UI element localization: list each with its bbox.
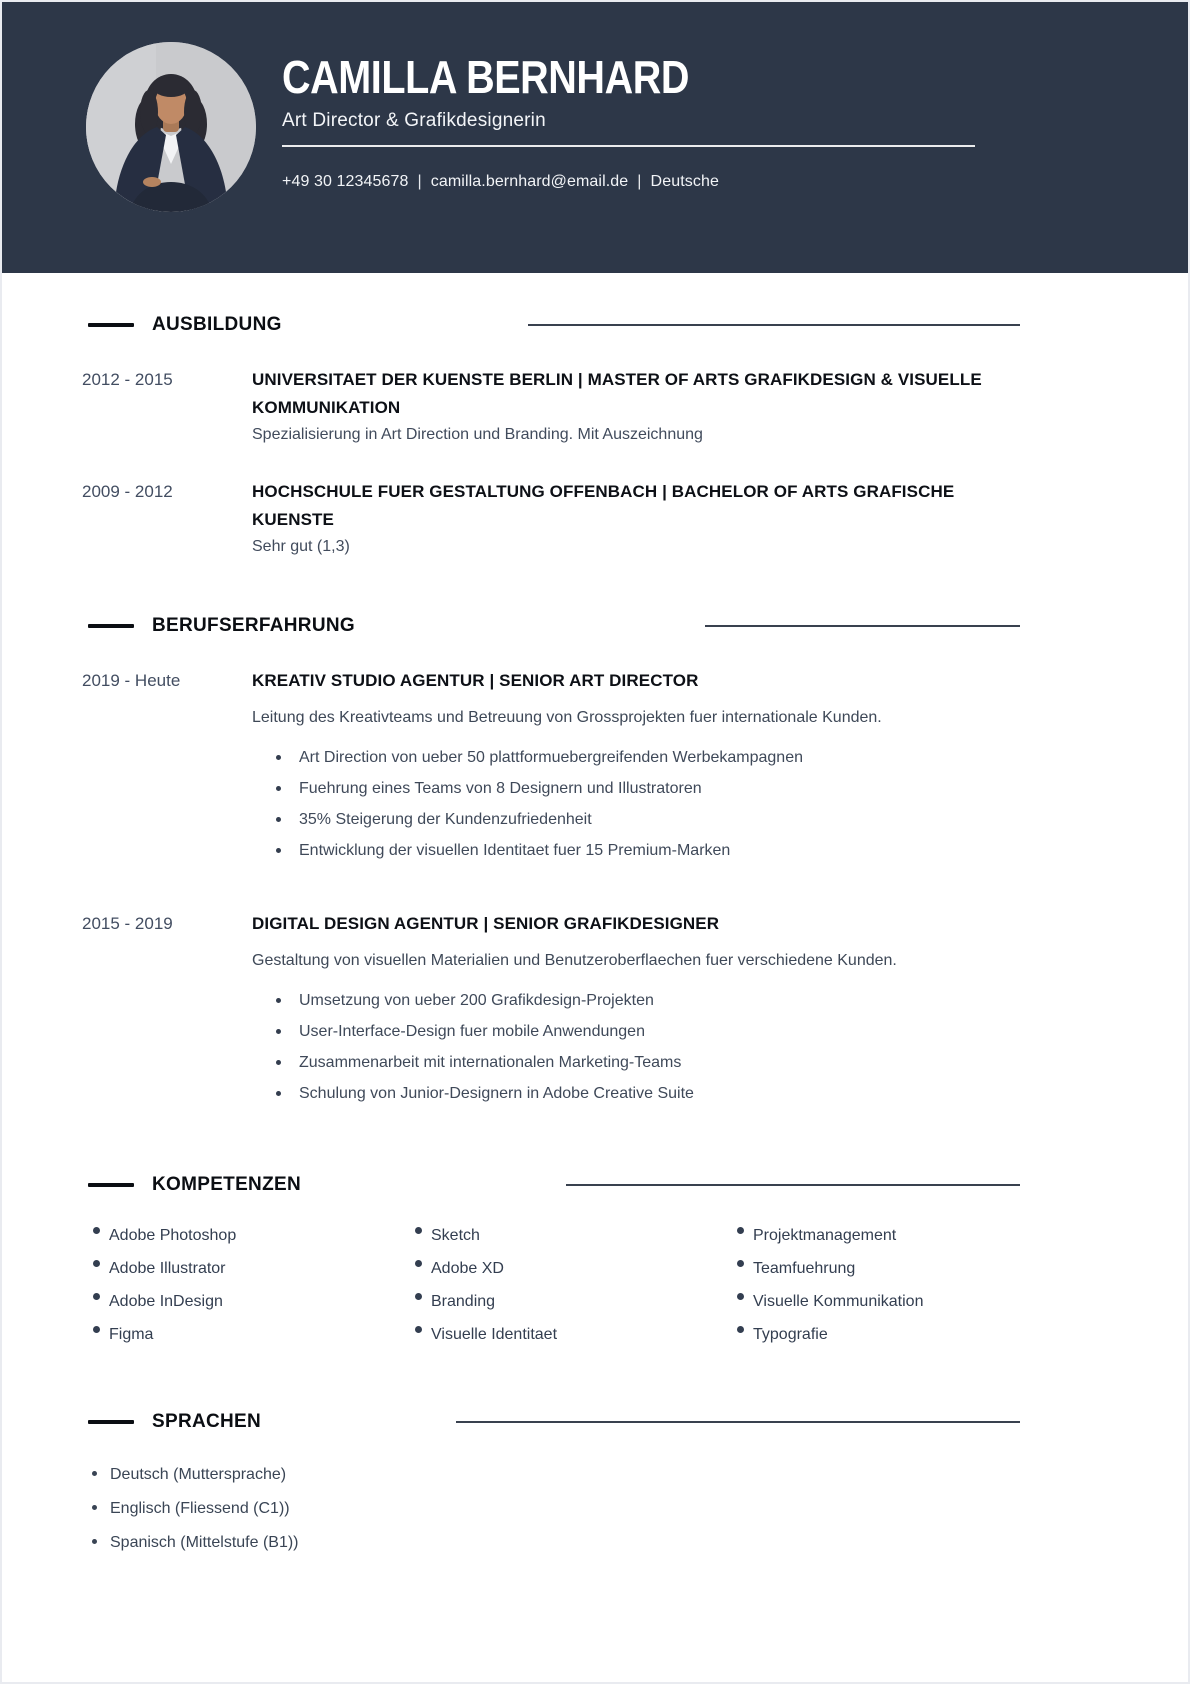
experience-entry (82, 667, 1020, 872)
section-rule (705, 625, 1020, 627)
bullet-icon (93, 1293, 100, 1300)
skill-label: Visuelle Kommunikation (753, 1293, 924, 1310)
skill-item (82, 1259, 404, 1279)
nationality-text: Deutsche (650, 173, 719, 190)
section-rule (456, 1421, 1020, 1423)
achievement-list (252, 748, 1020, 861)
entry-main (252, 910, 1020, 1115)
section-heading-row (82, 1411, 1020, 1433)
entry-period: 2009 - 2012 (82, 482, 173, 501)
bullet-icon (93, 1227, 100, 1234)
entry-subtitle: Spezialisierung in Art Direction und Branding. Mit Auszeichnung (252, 426, 703, 443)
bullet-text: User-Interface-Design fuer mobile Anwendungen (299, 1023, 645, 1040)
bullet-icon (415, 1260, 422, 1267)
profile-photo (86, 42, 256, 212)
separator: | (417, 173, 422, 190)
skill-label: Figma (109, 1326, 154, 1343)
skill-item (726, 1325, 1020, 1345)
entry-title: DIGITAL DESIGN AGENTUR | SENIOR GRAFIKDESIGNER (252, 914, 720, 933)
skill-item (82, 1292, 404, 1312)
bullet-item (252, 991, 1020, 1011)
section-rule (528, 324, 1020, 326)
bullet-icon (415, 1326, 422, 1333)
bullet-item (252, 779, 1020, 799)
entry-description: Leitung des Kreativteams und Betreuung von Grossprojekten fuer internationale Kunden. (252, 709, 882, 726)
skill-label: Teamfuehrung (753, 1260, 856, 1277)
entry-title: KREATIV STUDIO AGENTUR | SENIOR ART DIRECTOR (252, 671, 699, 690)
bullet-icon (737, 1260, 744, 1267)
bullet-text: Fuehrung eines Teams von 8 Designern und Illustratoren (299, 780, 702, 797)
language-label: Englisch (Fliessend (C1)) (110, 1500, 290, 1517)
section-title-education: AUSBILDUNG (152, 314, 282, 335)
skill-item (82, 1325, 404, 1345)
skill-item (726, 1259, 1020, 1279)
skill-label: Typografie (753, 1326, 828, 1343)
bullet-text: Umsetzung von ueber 200 Grafikdesign-Projekten (299, 992, 654, 1009)
skill-label: Adobe XD (431, 1260, 504, 1277)
section-dash (88, 1183, 134, 1187)
skill-item (82, 1226, 404, 1246)
section-education (82, 314, 1020, 557)
section-dash (88, 624, 134, 628)
language-item (82, 1533, 1020, 1553)
skill-label: Adobe Illustrator (109, 1260, 226, 1277)
entry-title: HOCHSCHULE FUER GESTALTUNG OFFENBACH | BACHELOR OF ARTS GRAFISCHE KUENSTE (252, 482, 955, 529)
entry-period: 2012 - 2015 (82, 370, 173, 389)
bullet-text: Zusammenarbeit mit internationalen Marketing-Teams (299, 1054, 682, 1071)
bullet-item (252, 1053, 1020, 1073)
bullet-icon (737, 1293, 744, 1300)
resume-body (2, 314, 1188, 1553)
language-list (82, 1465, 1020, 1553)
bullet-text: Entwicklung der visuellen Identitaet fuer 15 Premium-Marken (299, 842, 731, 859)
header (2, 2, 1188, 273)
phone-text: +49 30 12345678 (282, 173, 409, 190)
skills-column (82, 1226, 404, 1358)
bullet-icon (276, 1029, 281, 1034)
bullet-item (252, 1084, 1020, 1104)
bullet-icon (93, 1326, 100, 1333)
bullet-icon (276, 1091, 281, 1096)
achievement-list (252, 991, 1020, 1104)
bullet-icon (92, 1505, 97, 1510)
bullet-icon (276, 817, 281, 822)
section-heading-row (82, 314, 1020, 336)
skill-label: Visuelle Identitaet (431, 1326, 558, 1343)
skill-item (726, 1292, 1020, 1312)
bullet-icon (276, 848, 281, 853)
section-heading-row (82, 615, 1020, 637)
separator: | (637, 173, 642, 190)
bullet-icon (737, 1326, 744, 1333)
section-dash (88, 1420, 134, 1424)
entry-description: Gestaltung von visuellen Materialien und Benutzeroberflaechen fuer verschiedene Kunden. (252, 952, 897, 969)
bullet-icon (415, 1293, 422, 1300)
education-entry (82, 478, 1020, 557)
bullet-icon (737, 1227, 744, 1234)
email-text: camilla.bernhard@email.de (430, 173, 629, 190)
skills-column (404, 1226, 726, 1358)
language-item (82, 1465, 1020, 1485)
section-dash (88, 323, 134, 327)
bullet-text: Schulung von Junior-Designern in Adobe Creative Suite (299, 1085, 694, 1102)
bullet-item (252, 748, 1020, 768)
entry-main (252, 366, 1020, 445)
section-rule (566, 1184, 1020, 1186)
entry-main (252, 667, 1020, 872)
skill-item (404, 1325, 726, 1345)
entry-period: 2019 - Heute (82, 671, 181, 690)
header-text-block (282, 2, 975, 191)
bullet-icon (276, 998, 281, 1003)
bullet-item (252, 841, 1020, 861)
skill-label: Branding (431, 1293, 496, 1310)
language-label: Spanisch (Mittelstufe (B1)) (110, 1534, 299, 1551)
bullet-icon (93, 1260, 100, 1267)
skill-item (404, 1226, 726, 1246)
skill-item (404, 1259, 726, 1279)
bullet-icon (276, 1060, 281, 1065)
section-languages (82, 1411, 1020, 1553)
entry-main (252, 478, 1020, 557)
bullet-item (252, 810, 1020, 830)
skill-label: Sketch (431, 1227, 480, 1244)
name-heading: CAMILLA BERNHARD (282, 51, 689, 103)
bullet-icon (92, 1471, 97, 1476)
section-title-skills: KOMPETENZEN (152, 1174, 301, 1195)
skill-item (404, 1292, 726, 1312)
section-title-languages: SPRACHEN (152, 1411, 262, 1432)
section-experience (82, 615, 1020, 1115)
skills-column (726, 1226, 1020, 1358)
section-skills (82, 1174, 1020, 1358)
bullet-icon (92, 1539, 97, 1544)
skill-label: Projektmanagement (753, 1227, 897, 1244)
skill-label: Adobe Photoshop (109, 1227, 237, 1244)
header-divider (282, 145, 975, 147)
entry-subtitle: Sehr gut (1,3) (252, 538, 350, 555)
skill-item (726, 1226, 1020, 1246)
section-heading-row (82, 1174, 1020, 1196)
bullet-icon (415, 1227, 422, 1234)
language-label: Deutsch (Muttersprache) (110, 1466, 287, 1483)
entry-title: UNIVERSITAET DER KUENSTE BERLIN | MASTER OF ARTS GRAFIKDESIGN & VISUELLE KOMMUNIKATION (252, 370, 982, 417)
contact-line (282, 173, 975, 191)
skill-label: Adobe InDesign (109, 1293, 223, 1310)
job-title: Art Director & Grafikdesignerin (282, 110, 546, 131)
bullet-icon (276, 786, 281, 791)
bullet-icon (276, 755, 281, 760)
language-item (82, 1499, 1020, 1519)
section-title-experience: BERUFSERFAHRUNG (152, 615, 355, 636)
experience-entry (82, 910, 1020, 1115)
education-entry (82, 366, 1020, 445)
bullet-text: 35% Steigerung der Kundenzufriedenheit (299, 811, 592, 828)
skills-grid (82, 1226, 1020, 1358)
bullet-item (252, 1022, 1020, 1042)
entry-period: 2015 - 2019 (82, 914, 173, 933)
bullet-text: Art Direction von ueber 50 plattformuebergreifenden Werbekampagnen (299, 749, 803, 766)
